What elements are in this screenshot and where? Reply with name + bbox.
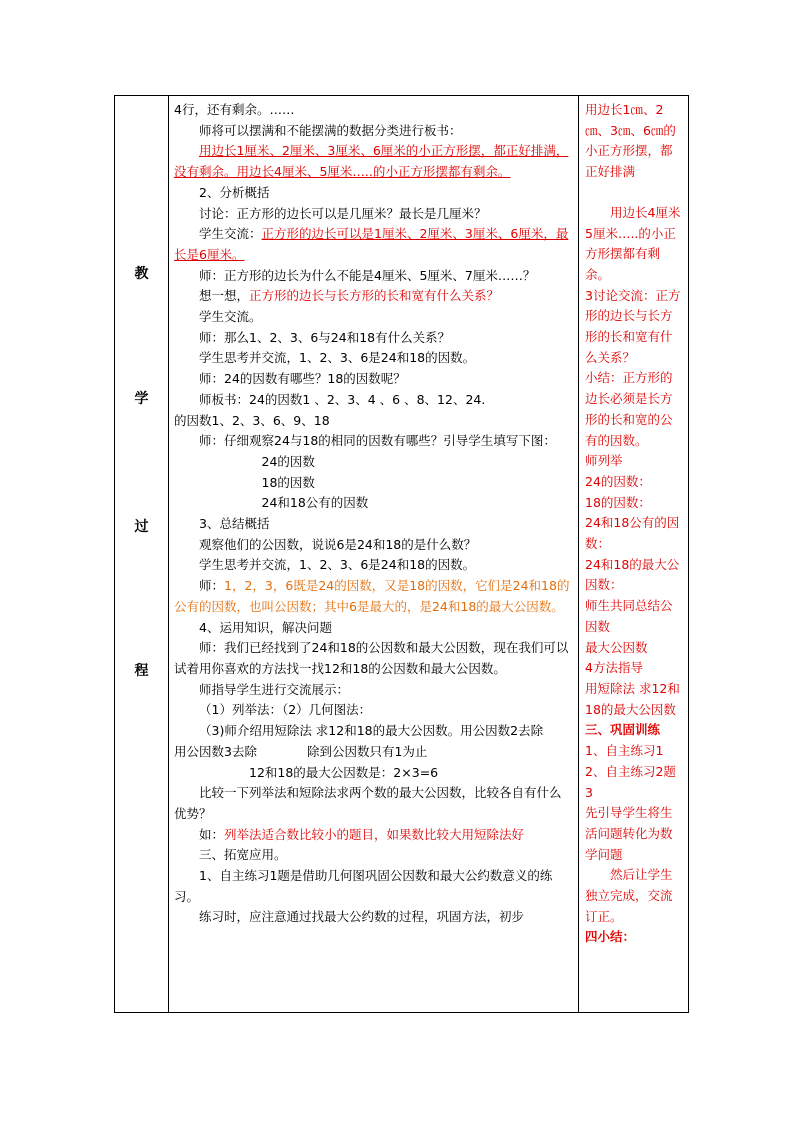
side-heading: 四小结： (585, 929, 636, 945)
side-note: 用短除法 求12和18的最大公因数 (585, 680, 680, 717)
process-label-cell (115, 96, 169, 1013)
highlighted-text: 正方形的边长可以是1厘米、2厘米、3厘米、6厘米，最长是6厘米。 (174, 226, 569, 262)
label-char-4: 程 (134, 663, 149, 679)
section-heading: 4、运用知识，解决问题 (199, 619, 332, 635)
side-note: 24和18公有的因数： (585, 515, 680, 552)
side-heading: 三、巩固训练 (585, 722, 661, 738)
side-note: 用边长4厘米5厘米…..的小正方形摆都有剩余。 (585, 204, 681, 282)
highlighted-text: 1，2，3，6既是24的因数，又是18的因数，它们是24和18的公有的因数，也叫公因数；其中6是最大的，是24和18的最大公因数。 (174, 578, 570, 614)
side-notes-cell (579, 96, 689, 1013)
paragraph: 练习时，应注意通过找最大公约数的过程，巩固方法，初步 (199, 909, 525, 925)
paragraph: 的因数1、2、3、6、9、18 (174, 412, 330, 428)
paragraph: （1）列举法：（2）几何图法： (199, 702, 372, 718)
paragraph: 4行，还有剩余。…… (174, 102, 295, 117)
paragraph: 学生思考并交流，1、2、3、6是24和18的因数。 (199, 350, 476, 366)
diagram-label: 18的因数 (261, 474, 315, 490)
side-note: 师生共同总结公因数 (585, 598, 673, 634)
paragraph: 学生思考并交流，1、2、3、6是24和18的因数。 (199, 557, 476, 573)
section-heading: 3、总结概括 (199, 516, 270, 532)
highlighted-paragraph: 用边长1厘米、2厘米、3厘米、6厘米的小正方形摆，都正好排满，没有剩余。用边长4厘米、5厘米…..的小正方形摆都有剩余。 (174, 143, 569, 180)
highlighted-text: 正方形的边长与长方形的长和宽有什么关系？ (249, 288, 500, 304)
paragraph: 学生交流。 (199, 309, 262, 325)
paragraph: 12和18的最大公因数是：2×3=6 (249, 764, 439, 780)
paragraph: 想一想，正方形的边长与长方形的长和宽有什么关系？ (199, 288, 500, 304)
paragraph: 观察他们的公因数，说说6是24和18的是什么数？ (199, 536, 477, 552)
label-char-2: 学 (134, 391, 149, 407)
side-note: 最大公因数 (585, 639, 648, 655)
section-heading: 三、拓宽应用。 (199, 847, 287, 863)
paragraph: 师：仔细观察24与18的相同的因数有哪些？引导学生填写下图： (199, 433, 556, 449)
highlighted-text: 列举法适合数比较小的题目，如果数比较大用短除法好 (224, 826, 525, 842)
side-note: 师列举 (585, 453, 623, 469)
diagram-label: 24和18公有的因数 (261, 495, 369, 511)
paragraph: 师：1，2，3，6既是24的因数，又是18的因数，它们是24和18的公有的因数，也叫公因数；其中6是最大的，是24和18的最大公因数。 (174, 578, 570, 614)
paragraph: （3)师介绍用短除法 求12和18的最大公因数。用公因数2去除 用公因数3去除 除到公因数只有1为止 (174, 723, 569, 759)
side-note: 4方法指导 (585, 660, 643, 676)
side-note: 2、自主练习2题 3 (585, 763, 689, 800)
side-note: 然后让学生独立完成，交流订正。 (585, 867, 673, 924)
paragraph: 比较一下列举法和短除法求两个数的最大公因数，比较各自有什么优势？ (174, 785, 562, 821)
side-note: 24和18的最大公因数： (585, 556, 680, 593)
paragraph: 学生交流：正方形的边长可以是1厘米、2厘米、3厘米、6厘米，最长是6厘米。 (174, 226, 569, 262)
paragraph: 师：那么1、2、3、6与24和18有什么关系？ (199, 329, 451, 345)
paragraph: 师板书：24的因数1 、2、3、4 、6 、8、12、24. (199, 391, 486, 407)
paragraph: 师指导学生进行交流展示： (199, 681, 350, 697)
side-note: 3讨论交流：正方形的边长与长方形的长和宽有什么关系？ (585, 287, 681, 365)
paragraph: 1、自主练习1题是借助几何图巩固公因数和最大公约数意义的练习。 (174, 868, 553, 904)
side-note: 24的因数： (585, 473, 651, 489)
section-heading: 2、分析概括 (199, 184, 270, 200)
paragraph: 如：列举法适合数比较小的题目，如果数比较大用短除法好 (199, 826, 525, 842)
lesson-plan-table (114, 95, 689, 1013)
side-note: 小结：正方形的边长必须是长方形的长和宽的公有的因数。 (585, 370, 673, 448)
paragraph: 师：正方形的边长为什么不能是4厘米、5厘米、7厘米……？ (199, 267, 536, 283)
label-char-1: 教 (134, 266, 149, 282)
main-content-cell (169, 96, 579, 1013)
side-note: 用边长1㎝、2㎝、3㎝、6㎝的小正方形摆，都正好排满 (585, 102, 676, 180)
paragraph: 师：24的因数有哪些？18的因数呢？ (199, 371, 406, 387)
paragraph: 讨论：正方形的边长可以是几厘米？最长是几厘米？ (199, 205, 487, 221)
side-note: 18的因数： (585, 494, 651, 510)
diagram-label: 24的因数 (261, 453, 315, 469)
label-char-3: 过 (134, 519, 149, 535)
side-note: 1、自主练习1 (585, 743, 664, 759)
paragraph: 师：我们已经找到了24和18的公因数和最大公因数，现在我们可以试着用你喜欢的方法找一找12和18的公因数和最大公因数。 (174, 640, 569, 676)
paragraph: 师将可以摆满和不能摆满的数据分类进行板书： (199, 122, 462, 138)
side-note: 先引导学生将生活问题转化为数学问题 (585, 805, 673, 862)
